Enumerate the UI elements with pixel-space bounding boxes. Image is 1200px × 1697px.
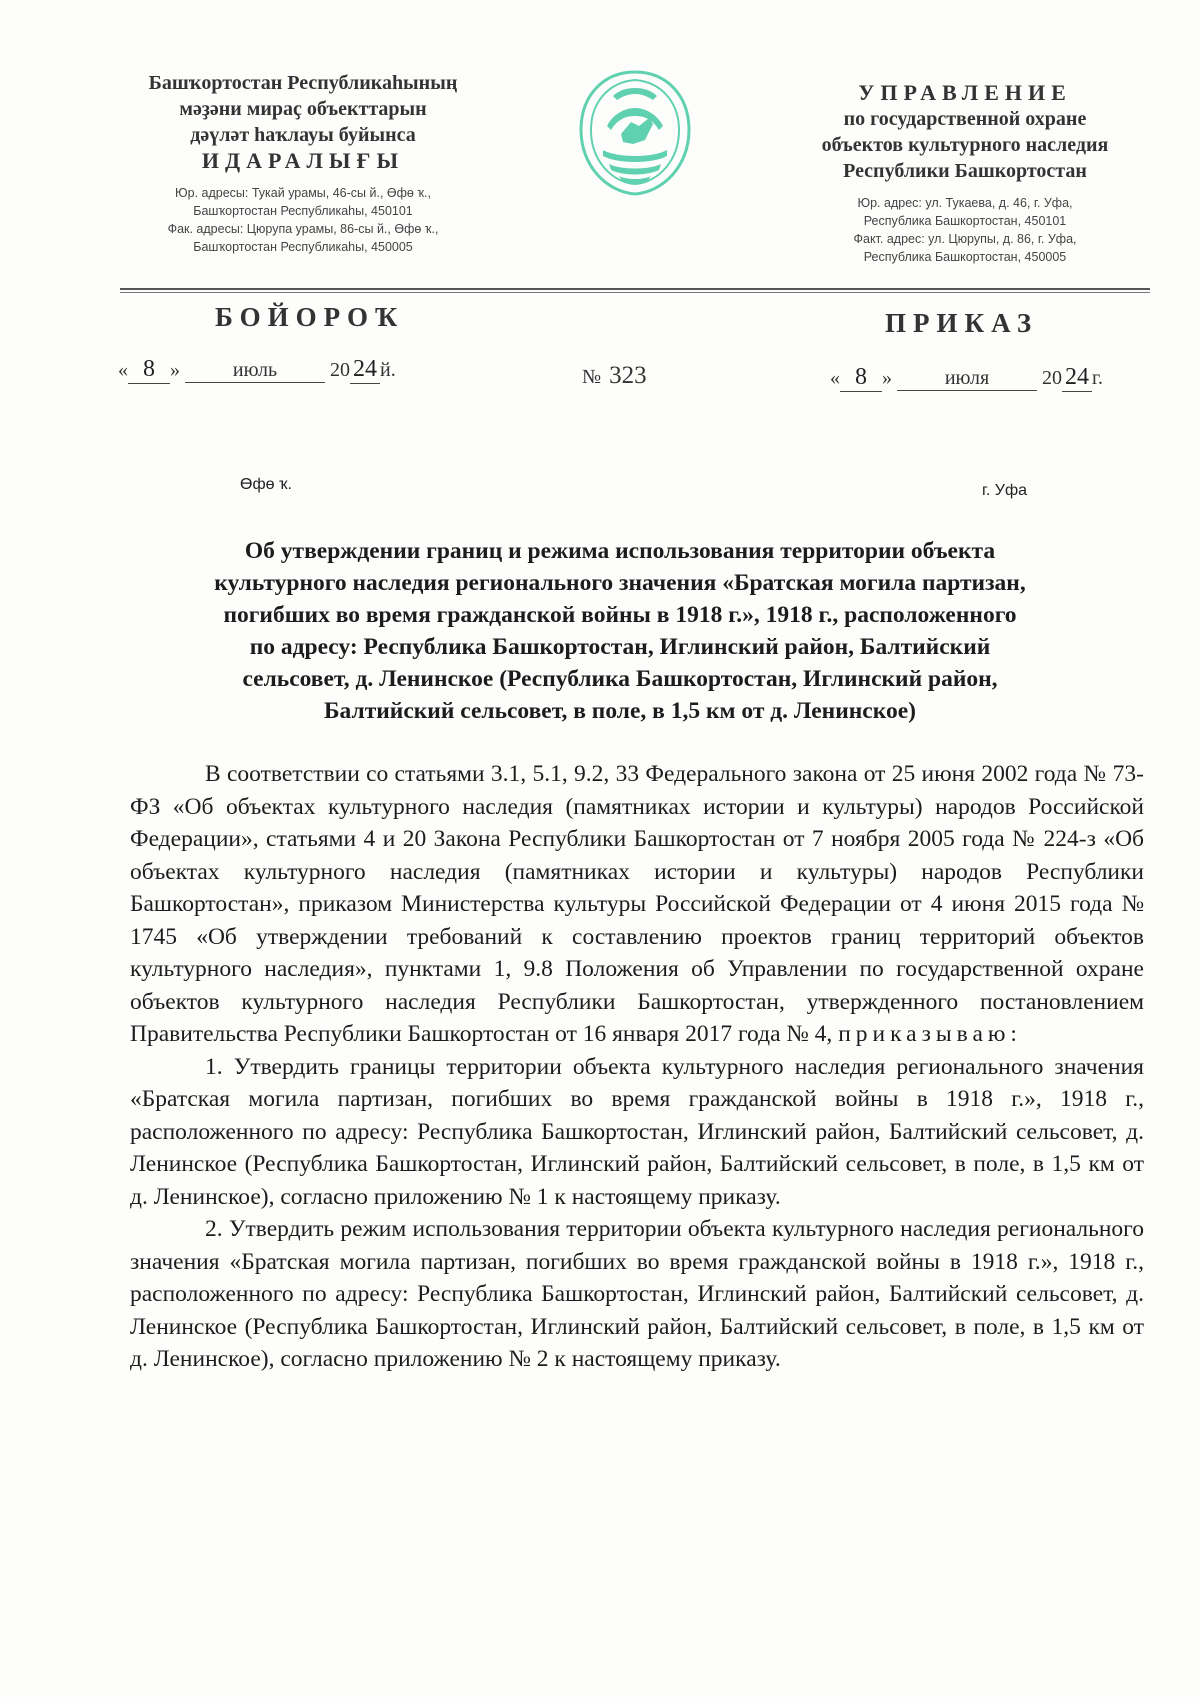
address-russian <box>790 194 1140 266</box>
org-line: мәҙәни мираҫ объекттарын <box>179 98 427 120</box>
quote-open: « <box>118 359 128 381</box>
org-line: УПРАВЛЕНИЕ <box>858 80 1072 105</box>
address-line: Юр. адресы: Тукай урамы, 46-сы й., Өфө ҡ., <box>175 186 431 200</box>
org-line: по государственной охране <box>843 108 1087 130</box>
date-month: июля <box>897 367 1037 391</box>
item-2-paragraph: 2. Утвердить режим использования территории объекта культурного наследия регионального значения «Братская могила партизан, погибших во время гражданской войны в 1918 г.», 1918 г., расположенного по адресу: Республика Башкортостан, Иглинский район, Балтийский сельсовет, д. Ленинское (Республика Башкортостан, Иглинский район, Балтийский сельсовет, в поле, в 1,5 км от д. Ленинское), согласно приложению № 2 к настоящему приказу. <box>130 1216 1144 1372</box>
date-year-prefix: 20 <box>330 359 350 381</box>
date-year-mark: й. <box>380 359 396 381</box>
org-line: Республики Башкортостан <box>843 160 1087 182</box>
date-year-prefix: 20 <box>1042 367 1062 389</box>
title-line: погибших во время гражданской войны в 1918 г.», 1918 г., расположенного <box>223 602 1017 628</box>
preamble-paragraph <box>130 758 1144 1051</box>
address-line: Республика Башкортостан, 450005 <box>863 250 1067 264</box>
org-line: ИДАРАЛЫҒЫ <box>201 148 405 173</box>
header-divider <box>120 288 1150 290</box>
date-day: 8 <box>128 356 170 384</box>
document-body <box>130 758 1144 1376</box>
date-year-suffix: 24 <box>350 356 380 384</box>
number-value: 323 <box>609 362 647 389</box>
date-russian <box>830 364 1103 392</box>
preamble-text: В соответствии со статьями 3.1, 5.1, 9.2, 33 Федерального закона от 25 июня 2002 года № 73-ФЗ «Об объектах культурного наследия (памятниках истории и культуры) народов Российской Федерации», статьями 4 и 20 Закона Республики Башкортостан от 7 ноября 2005 года № 224-з «Об объектах культурного наследия (памятниках истории и культуры) народов Республики Башкортостан», приказом Министерства культуры Российской Федерации от 4 июня 2015 года № 1745 «Об утверждении требований к составлению проектов границ территорий объектов культурного наследия», пунктами 1, 9.8 Положения об Управлении по государственной охране объектов культурного наследия Республики Башкортостан, утвержденного постановлением Правительства Республики Башкортостан от 16 января 2017 года № 4, <box>130 761 1144 1047</box>
address-line: Республика Башкортостан, 450101 <box>863 214 1067 228</box>
doc-type-russian: ПРИКАЗ <box>885 308 1039 338</box>
date-year-suffix: 24 <box>1062 364 1092 392</box>
header-russian <box>790 80 1140 266</box>
title-line: по адресу: Республика Башкортостан, Иглинский район, Балтийский <box>249 634 991 660</box>
title-line: Об утверждении границ и режима использования территории объекта <box>244 538 996 564</box>
city-russian: г. Уфа <box>982 482 1027 499</box>
org-name-russian <box>790 80 1140 184</box>
date-year-mark: г. <box>1092 367 1103 389</box>
quote-open: « <box>830 367 840 389</box>
org-line: Башҡортостан Республикаһының <box>148 72 458 94</box>
org-line: объектов культурного наследия <box>821 134 1109 156</box>
address-line: Башҡортостан Республикаһы, 450005 <box>193 240 413 254</box>
number-label: № <box>582 366 602 388</box>
address-line: Факт. адрес: ул. Цюрупы, д. 86, г. Уфа, <box>853 232 1077 246</box>
bashkortostan-emblem-icon <box>573 66 697 200</box>
date-month: июль <box>185 359 325 383</box>
order-word: приказываю: <box>838 1021 1022 1047</box>
header-bashkir <box>118 70 488 256</box>
org-name-bashkir <box>118 70 488 174</box>
address-bashkir <box>118 184 488 256</box>
address-line: Башҡортостан Республикаһы, 450101 <box>193 204 413 218</box>
address-line: Фак. адресы: Цюрупа урамы, 86-сы й., Өфө ҡ., <box>167 222 439 236</box>
date-bashkir <box>118 356 396 384</box>
title-line: культурного наследия регионального значения «Братская могила партизан, <box>214 570 1026 596</box>
city-bashkir: Өфө ҡ. <box>240 476 292 493</box>
item-1-paragraph: 1. Утвердить границы территории объекта культурного наследия регионального значения «Братская могила партизан, погибших во время гражданской войны в 1918 г.», 1918 г., расположенного по адресу: Республика Башкортостан, Иглинский район, Балтийский сельсовет, д. Ленинское (Республика Башкортостан, Иглинский район, Балтийский сельсовет, в поле, в 1,5 км от д. Ленинское), согласно приложению № 1 к настоящему приказу. <box>130 1053 1144 1210</box>
address-line: Юр. адрес: ул. Тукаева, д. 46, г. Уфа, <box>857 196 1073 210</box>
title-line: сельсовет, д. Ленинское (Республика Башкортостан, Иглинский район, <box>242 666 998 692</box>
title-line: Балтийский сельсовет, в поле, в 1,5 км от д. Ленинское) <box>324 698 916 724</box>
date-day: 8 <box>840 364 882 392</box>
quote-close: » <box>882 367 892 389</box>
org-line: дәүләт һаҡлауы буйынса <box>190 124 416 146</box>
order-number <box>582 362 647 390</box>
quote-close: » <box>170 359 180 381</box>
header-divider-thin <box>120 292 1150 293</box>
doc-type-bashkir: БОЙОРОҠ <box>215 302 405 332</box>
document-title <box>130 535 1110 727</box>
